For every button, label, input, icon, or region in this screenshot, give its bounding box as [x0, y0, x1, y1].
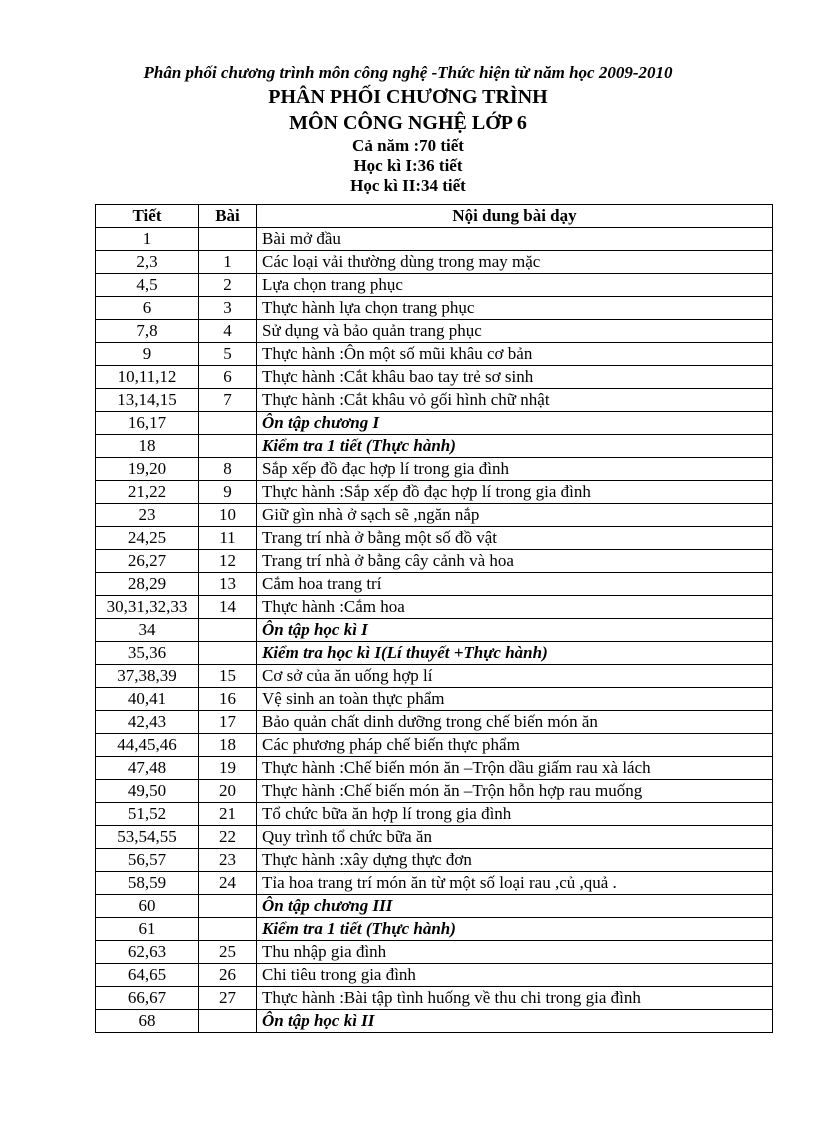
- cell-bai: 1: [199, 251, 257, 274]
- table-row: [96, 895, 773, 918]
- table-row: [96, 366, 773, 389]
- cell-noi-dung: Trang trí nhà ở bằng một số đồ vật: [257, 527, 773, 550]
- cell-tiet: 42,43: [96, 711, 199, 734]
- cell-noi-dung: Ôn tập học kì II: [257, 1010, 773, 1033]
- cell-tiet: 51,52: [96, 803, 199, 826]
- cell-noi-dung: Cắm hoa trang trí: [257, 573, 773, 596]
- table-row: [96, 274, 773, 297]
- cell-tiet: 9: [96, 343, 199, 366]
- cell-bai: [199, 918, 257, 941]
- cell-tiet: 60: [96, 895, 199, 918]
- cell-noi-dung: Các phương pháp chế biến thực phẩm: [257, 734, 773, 757]
- cell-bai: 3: [199, 297, 257, 320]
- table-row: [96, 619, 773, 642]
- cell-tiet: 18: [96, 435, 199, 458]
- cell-tiet: 53,54,55: [96, 826, 199, 849]
- cell-noi-dung: Kiểm tra học kì I(Lí thuyết +Thực hành): [257, 642, 773, 665]
- cell-bai: [199, 895, 257, 918]
- cell-noi-dung: Thực hành lựa chọn trang phục: [257, 297, 773, 320]
- column-header-bai: Bài: [199, 205, 257, 228]
- cell-noi-dung: Lựa chọn trang phục: [257, 274, 773, 297]
- cell-noi-dung: Thu nhập gia đình: [257, 941, 773, 964]
- table-row: [96, 481, 773, 504]
- cell-bai: [199, 642, 257, 665]
- cell-bai: 16: [199, 688, 257, 711]
- cell-bai: 19: [199, 757, 257, 780]
- table-row: [96, 297, 773, 320]
- cell-noi-dung: Tỉa hoa trang trí món ăn từ một số loại rau ,củ ,quả .: [257, 872, 773, 895]
- cell-tiet: 13,14,15: [96, 389, 199, 412]
- table-row: [96, 435, 773, 458]
- cell-bai: 5: [199, 343, 257, 366]
- total-periods: Cả năm :70 tiết: [352, 136, 464, 155]
- cell-tiet: 2,3: [96, 251, 199, 274]
- table-row: [96, 711, 773, 734]
- table-header-row: [96, 205, 773, 228]
- cell-tiet: 37,38,39: [96, 665, 199, 688]
- cell-bai: 25: [199, 941, 257, 964]
- cell-tiet: 66,67: [96, 987, 199, 1010]
- cell-bai: 17: [199, 711, 257, 734]
- cell-tiet: 21,22: [96, 481, 199, 504]
- cell-bai: 15: [199, 665, 257, 688]
- cell-noi-dung: Kiểm tra 1 tiết (Thực hành): [257, 918, 773, 941]
- table-row: [96, 872, 773, 895]
- cell-noi-dung: Bảo quản chất dinh dưỡng trong chế biến món ăn: [257, 711, 773, 734]
- table-body: [96, 228, 773, 1033]
- term1-periods: Học kì I:36 tiết: [353, 156, 463, 175]
- cell-tiet: 35,36: [96, 642, 199, 665]
- cell-tiet: 47,48: [96, 757, 199, 780]
- cell-tiet: 56,57: [96, 849, 199, 872]
- table-row: [96, 826, 773, 849]
- cell-bai: 24: [199, 872, 257, 895]
- table-row: [96, 527, 773, 550]
- cell-tiet: 40,41: [96, 688, 199, 711]
- table-row: [96, 504, 773, 527]
- cell-tiet: 26,27: [96, 550, 199, 573]
- document-subtitle: Phân phối chương trình môn công nghệ -Thức hiện từ năm học 2009-2010: [143, 63, 673, 82]
- table-row: [96, 734, 773, 757]
- cell-bai: 20: [199, 780, 257, 803]
- table-row: [96, 780, 773, 803]
- term2-periods: Học kì II:34 tiết: [350, 176, 466, 195]
- column-header-tiet: Tiết: [96, 205, 199, 228]
- cell-noi-dung: Chi tiêu trong gia đình: [257, 964, 773, 987]
- cell-tiet: 10,11,12: [96, 366, 199, 389]
- table-row: [96, 550, 773, 573]
- cell-noi-dung: Kiểm tra 1 tiết (Thực hành): [257, 435, 773, 458]
- cell-tiet: 61: [96, 918, 199, 941]
- cell-bai: 9: [199, 481, 257, 504]
- cell-noi-dung: Ôn tập học kì I: [257, 619, 773, 642]
- cell-noi-dung: Thực hành :Cắt khâu bao tay trẻ sơ sinh: [257, 366, 773, 389]
- document-header: [0, 62, 816, 196]
- table-row: [96, 412, 773, 435]
- table-row: [96, 458, 773, 481]
- cell-noi-dung: Thực hành :Chế biến món ăn –Trộn dầu giấm rau xà lách: [257, 757, 773, 780]
- cell-bai: 12: [199, 550, 257, 573]
- cell-noi-dung: Thực hành :Bài tập tình huống về thu chi trong gia đình: [257, 987, 773, 1010]
- cell-tiet: 34: [96, 619, 199, 642]
- cell-bai: 11: [199, 527, 257, 550]
- cell-bai: 4: [199, 320, 257, 343]
- cell-bai: [199, 619, 257, 642]
- cell-tiet: 16,17: [96, 412, 199, 435]
- cell-noi-dung: Giữ gìn nhà ở sạch sẽ ,ngăn nắp: [257, 504, 773, 527]
- table-row: [96, 918, 773, 941]
- table-row: [96, 251, 773, 274]
- cell-tiet: 58,59: [96, 872, 199, 895]
- table-row: [96, 665, 773, 688]
- cell-noi-dung: Ôn tập chương I: [257, 412, 773, 435]
- cell-bai: 13: [199, 573, 257, 596]
- column-header-noi-dung: Nội dung bài dạy: [257, 205, 773, 228]
- cell-bai: [199, 412, 257, 435]
- cell-noi-dung: Sắp xếp đồ đạc hợp lí trong gia đình: [257, 458, 773, 481]
- cell-bai: 26: [199, 964, 257, 987]
- cell-noi-dung: Bài mở đầu: [257, 228, 773, 251]
- cell-tiet: 6: [96, 297, 199, 320]
- cell-bai: 2: [199, 274, 257, 297]
- cell-tiet: 28,29: [96, 573, 199, 596]
- cell-noi-dung: Thực hành :Sắp xếp đồ đạc hợp lí trong gia đình: [257, 481, 773, 504]
- cell-bai: 27: [199, 987, 257, 1010]
- curriculum-table: [95, 204, 773, 1033]
- cell-tiet: 1: [96, 228, 199, 251]
- cell-noi-dung: Sử dụng và bảo quản trang phục: [257, 320, 773, 343]
- table-row: [96, 228, 773, 251]
- table-row: [96, 343, 773, 366]
- cell-tiet: 7,8: [96, 320, 199, 343]
- table-row: [96, 688, 773, 711]
- cell-noi-dung: Thực hành :xây dựng thực đơn: [257, 849, 773, 872]
- cell-tiet: 49,50: [96, 780, 199, 803]
- cell-bai: 18: [199, 734, 257, 757]
- table-row: [96, 573, 773, 596]
- cell-tiet: 19,20: [96, 458, 199, 481]
- cell-bai: 7: [199, 389, 257, 412]
- document-title-line2: MÔN CÔNG NGHỆ LỚP 6: [289, 112, 527, 134]
- cell-noi-dung: Ôn tập chương III: [257, 895, 773, 918]
- table-row: [96, 757, 773, 780]
- table-row: [96, 803, 773, 826]
- cell-bai: [199, 435, 257, 458]
- cell-noi-dung: Cơ sở của ăn uống hợp lí: [257, 665, 773, 688]
- cell-tiet: 30,31,32,33: [96, 596, 199, 619]
- cell-tiet: 68: [96, 1010, 199, 1033]
- table-row: [96, 1010, 773, 1033]
- cell-noi-dung: Trang trí nhà ở bằng cây cảnh và hoa: [257, 550, 773, 573]
- cell-tiet: 23: [96, 504, 199, 527]
- table-row: [96, 596, 773, 619]
- cell-noi-dung: Thực hành :Cắt khâu vỏ gối hình chữ nhật: [257, 389, 773, 412]
- cell-bai: 23: [199, 849, 257, 872]
- cell-tiet: 24,25: [96, 527, 199, 550]
- cell-tiet: 64,65: [96, 964, 199, 987]
- cell-noi-dung: Vệ sinh an toàn thực phẩm: [257, 688, 773, 711]
- cell-tiet: 62,63: [96, 941, 199, 964]
- cell-noi-dung: Tổ chức bữa ăn hợp lí trong gia đình: [257, 803, 773, 826]
- cell-noi-dung: Các loại vải thường dùng trong may mặc: [257, 251, 773, 274]
- cell-noi-dung: Thực hành :Cắm hoa: [257, 596, 773, 619]
- cell-bai: 21: [199, 803, 257, 826]
- document-title-line1: PHÂN PHỐI CHƯƠNG TRÌNH: [268, 86, 548, 108]
- cell-bai: 10: [199, 504, 257, 527]
- cell-bai: 22: [199, 826, 257, 849]
- cell-tiet: 44,45,46: [96, 734, 199, 757]
- table-row: [96, 941, 773, 964]
- cell-noi-dung: Thực hành :Chế biến món ăn –Trộn hỗn hợp rau muống: [257, 780, 773, 803]
- table-row: [96, 849, 773, 872]
- cell-tiet: 4,5: [96, 274, 199, 297]
- table-row: [96, 642, 773, 665]
- table-row: [96, 320, 773, 343]
- cell-noi-dung: Quy trình tổ chức bữa ăn: [257, 826, 773, 849]
- cell-bai: 14: [199, 596, 257, 619]
- table-row: [96, 964, 773, 987]
- cell-bai: 6: [199, 366, 257, 389]
- cell-bai: 8: [199, 458, 257, 481]
- table-row: [96, 389, 773, 412]
- cell-bai: [199, 1010, 257, 1033]
- cell-noi-dung: Thực hành :Ôn một số mũi khâu cơ bản: [257, 343, 773, 366]
- cell-bai: [199, 228, 257, 251]
- table-row: [96, 987, 773, 1010]
